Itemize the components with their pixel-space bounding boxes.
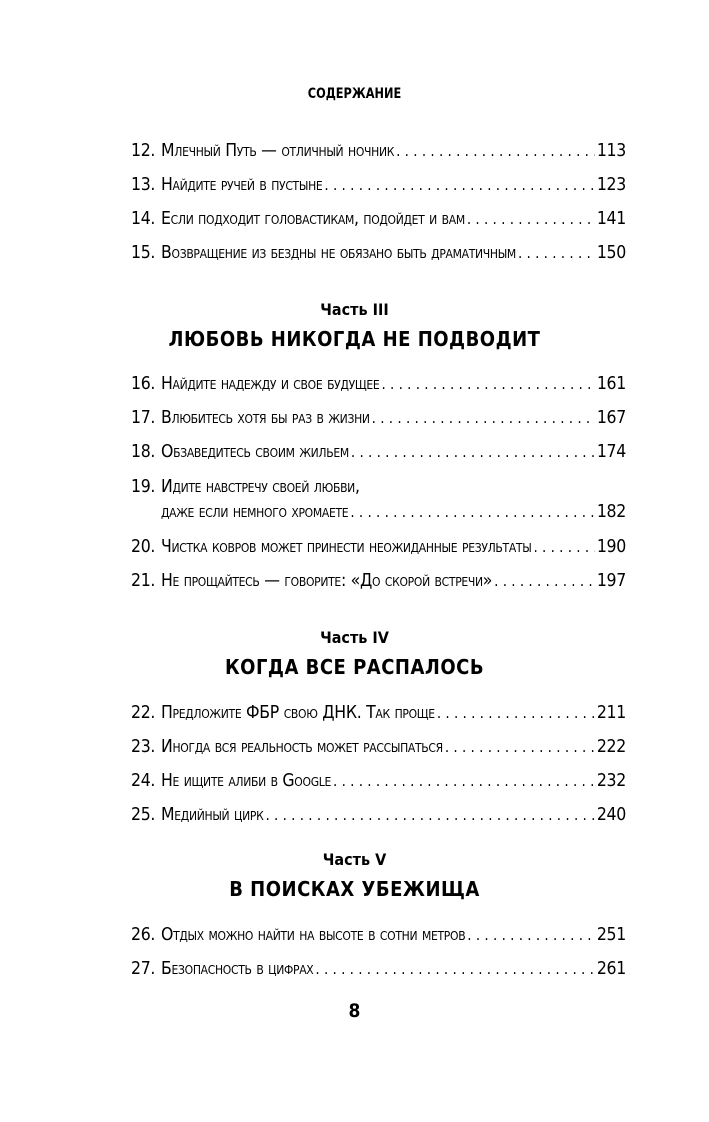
entry-page: 113 [596,141,626,161]
entry-page: 222 [596,737,626,757]
entry-title: Не ищите алиби в Google [161,771,331,791]
entry-number: 26. [131,925,156,945]
entry-number: 22. [131,703,156,723]
entry-title: Влюбитесь хотя бы раз в жизни [161,408,370,428]
toc-entry [131,736,626,758]
toc-entry [131,958,626,980]
entry-number: 17. [131,408,156,428]
entry-title: Обзаведитесь своим жильем [161,442,349,462]
entry-number: 24. [131,771,156,791]
entry-number: 13. [131,175,156,195]
entry-title: Безопасность в цифрах [161,959,314,979]
entry-page: 211 [596,703,626,723]
toc-entry [131,804,626,826]
leader-dots [445,736,595,758]
entry-page: 167 [596,408,626,428]
entry-page: 197 [596,571,626,591]
toc-entry [131,536,626,558]
leader-dots [324,174,594,196]
entry-page: 182 [596,502,626,522]
leader-dots [494,570,595,592]
toc-entry [131,373,626,395]
leader-dots [315,958,594,980]
entry-page: 123 [596,175,626,195]
leader-dots [372,407,595,429]
leader-dots [381,373,594,395]
entry-title: Медийный цирк [161,805,264,825]
entry-number: 27. [131,959,156,979]
entry-title-continued: даже если немного хромаете [161,502,349,522]
entry-title: Если подходит головастикам, подойдет и вам [161,209,465,229]
entry-page: 161 [596,374,626,394]
leader-dots [518,242,595,264]
toc-entry [131,140,626,162]
entry-page: 251 [596,925,626,945]
page-number: 8 [348,1000,361,1022]
entry-number: 23. [131,737,156,757]
entry-number: 15. [131,243,156,263]
part-title: В ПОИСКАХ УБЕЖИЩА [229,877,480,901]
toc-entry [131,770,626,792]
entry-page: 261 [596,959,626,979]
leader-dots [351,441,595,463]
entry-number: 12. [131,141,156,161]
toc-entry [131,441,626,463]
entry-number: 20. [131,537,156,557]
toc-entry-line1 [131,476,626,498]
toc-entry [131,702,626,724]
entry-number: 16. [131,374,156,394]
part-label: Часть V [322,850,387,869]
entry-title: Отдых можно найти на высоте в сотни метров [161,925,466,945]
toc-entry [131,407,626,429]
entry-page: 174 [596,442,626,462]
entry-page: 141 [596,209,626,229]
part-label: Часть III [320,300,389,319]
entry-number: 21. [131,571,156,591]
leader-dots [265,804,594,826]
entry-page: 240 [596,805,626,825]
part-label: Часть IV [320,628,389,647]
leader-dots [350,501,595,523]
entry-page: 150 [596,243,626,263]
leader-dots [396,140,595,162]
toc-entry [131,924,626,946]
leader-dots [467,208,595,230]
toc-entry [131,242,626,264]
entry-title: Предложите ФБР свою ДНК. Так проще [161,703,435,723]
leader-dots [437,702,595,724]
entry-title: Чистка ковров может принести неожиданные результаты [161,537,532,557]
entry-number: 14. [131,209,156,229]
entry-title: Идите навстречу своей любви, [161,477,360,497]
entry-number: 19. [131,477,156,497]
entry-title: Найдите ручей в пустыне [161,175,323,195]
leader-dots [533,536,594,558]
part-title: ЛЮБОВЬ НИКОГДА НЕ ПОДВОДИТ [168,327,541,351]
toc-entry-line2 [131,501,626,523]
toc-entry [131,570,626,592]
leader-dots [467,924,595,946]
entry-number: 25. [131,805,156,825]
entry-title: Иногда вся реальность может рассыпаться [161,737,443,757]
entry-title: Найдите надежду и свое будущее [161,374,380,394]
leader-dots [333,770,595,792]
part-title: КОГДА ВСЕ РАСПАЛОСЬ [224,655,485,679]
toc-entry [131,208,626,230]
entry-title: Не прощайтесь — говорите: «До скорой встречи» [161,571,493,591]
entry-page: 190 [596,537,626,557]
entry-number: 18. [131,442,156,462]
entry-title: Возвращение из бездны не обязано быть драматичным [161,243,516,263]
page-header: СОДЕРЖАНИЕ [307,86,402,102]
toc-entry [131,174,626,196]
entry-title: Млечный Путь — отличный ночник [161,141,395,161]
entry-page: 232 [596,771,626,791]
